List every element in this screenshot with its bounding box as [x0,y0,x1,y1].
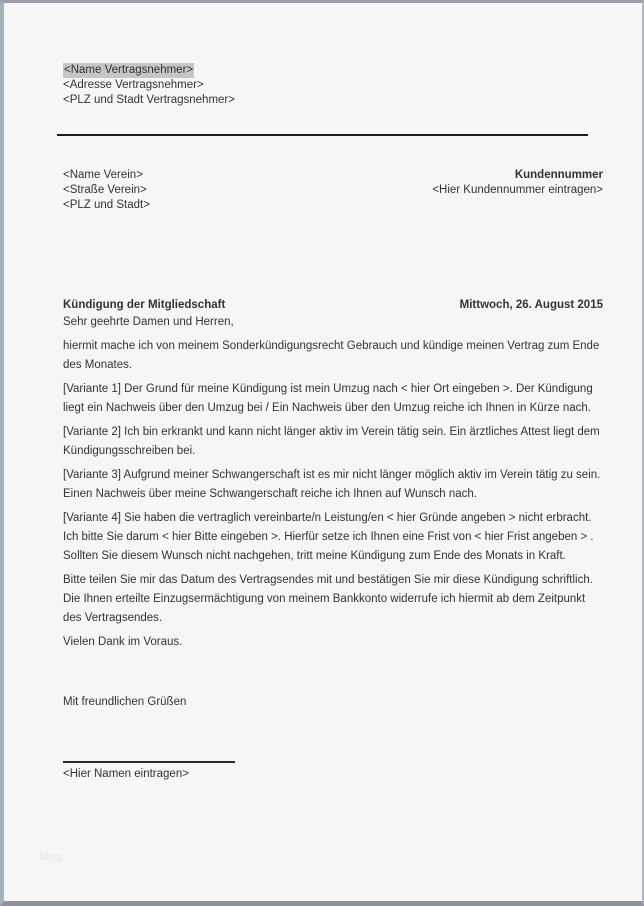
sender-address-block [63,63,603,108]
letter-content [4,3,642,782]
closing-phrase: Mit freundlichen Grüßen [63,696,187,708]
sender-name-placeholder-highlighted: <Name Vertragsnehmer> [64,64,194,76]
paragraph-variante-2: [Variante 2] Ich bin erkrankt und kann nicht länger aktiv im Verein tätig sein. Ein ärztliches Attest liegt dem Kündigungsschreiben bei. [63,426,600,457]
customer-number-label: Kundennummer [514,169,603,181]
subject-line: Kündigung der Mitgliedschaft [63,299,226,311]
recipient-street-placeholder: <Straße Verein> [63,184,147,196]
subject-row [63,298,603,313]
recipient-name-placeholder: <Name Verein> [63,169,143,181]
salutation: Sehr geehrte Damen und Herren, [63,316,234,328]
paragraph-thanks: Vielen Dank im Voraus. [63,636,183,648]
recipient-city-placeholder: <PLZ und Stadt> [63,199,150,211]
signature-name-placeholder: <Hier Namen eintragen> [63,768,189,780]
paragraph-variante-4: [Variante 4] Sie haben die vertraglich vereinbarte/n Leistung/en < hier Gründe angeben > nicht erbracht. Ich bitte Sie darum < hier Bitte eingeben >. Hierfür setze ich Ihnen eine Frist von < hier Frist angeben > . Sollten Sie diesem Wunsch nicht nachgehen, tritt meine Kündigung zum Ende des Monats in Kraft. [63,512,594,562]
watermark-text: blog [40,851,63,863]
letter-body [63,313,603,652]
recipient-address-block [63,168,150,213]
recipient-row [63,168,603,213]
header-divider-line [57,134,588,136]
paragraph-variante-3: [Variante 3] Aufgrund meiner Schwangerschaft ist es mir nicht länger möglich aktiv im Verein tätig zu sein. Einen Nachweis über meine Schwangerschaft reiche ich Ihnen auf Wunsch nach. [63,469,601,500]
paragraph-confirmation-request: Bitte teilen Sie mir das Datum des Vertragsendes mit und bestätigen Sie mir diese Kündigung schriftlich. Die Ihnen erteilte Einzugsermächtigung von meinem Bankkonto widerrufe ich hiermit ab dem Zeitpunkt des Vertragsendes. [63,574,593,624]
customer-number-placeholder: <Hier Kundennummer eintragen> [432,184,603,196]
customer-number-block [432,168,603,198]
signature-line [63,761,235,763]
sender-street-placeholder: <Adresse Vertragsnehmer> [63,79,204,91]
paragraph-variante-1: [Variante 1] Der Grund für meine Kündigung ist mein Umzug nach < hier Ort eingeben >. Der Kündigung liegt ein Nachweis über den Umzug bei / Ein Nachweis über den Umzug reiche ich Ihnen in Kürze nach. [63,383,593,414]
letter-date: Mittwoch, 26. August 2015 [459,299,603,311]
sender-city-placeholder: <PLZ und Stadt Vertragsnehmer> [63,94,235,106]
paragraph-intro: hiermit mache ich von meinem Sonderkündigungsrecht Gebrauch und kündige meinen Vertrag zum Ende des Monates. [63,340,600,371]
sender-name-line [63,63,603,78]
